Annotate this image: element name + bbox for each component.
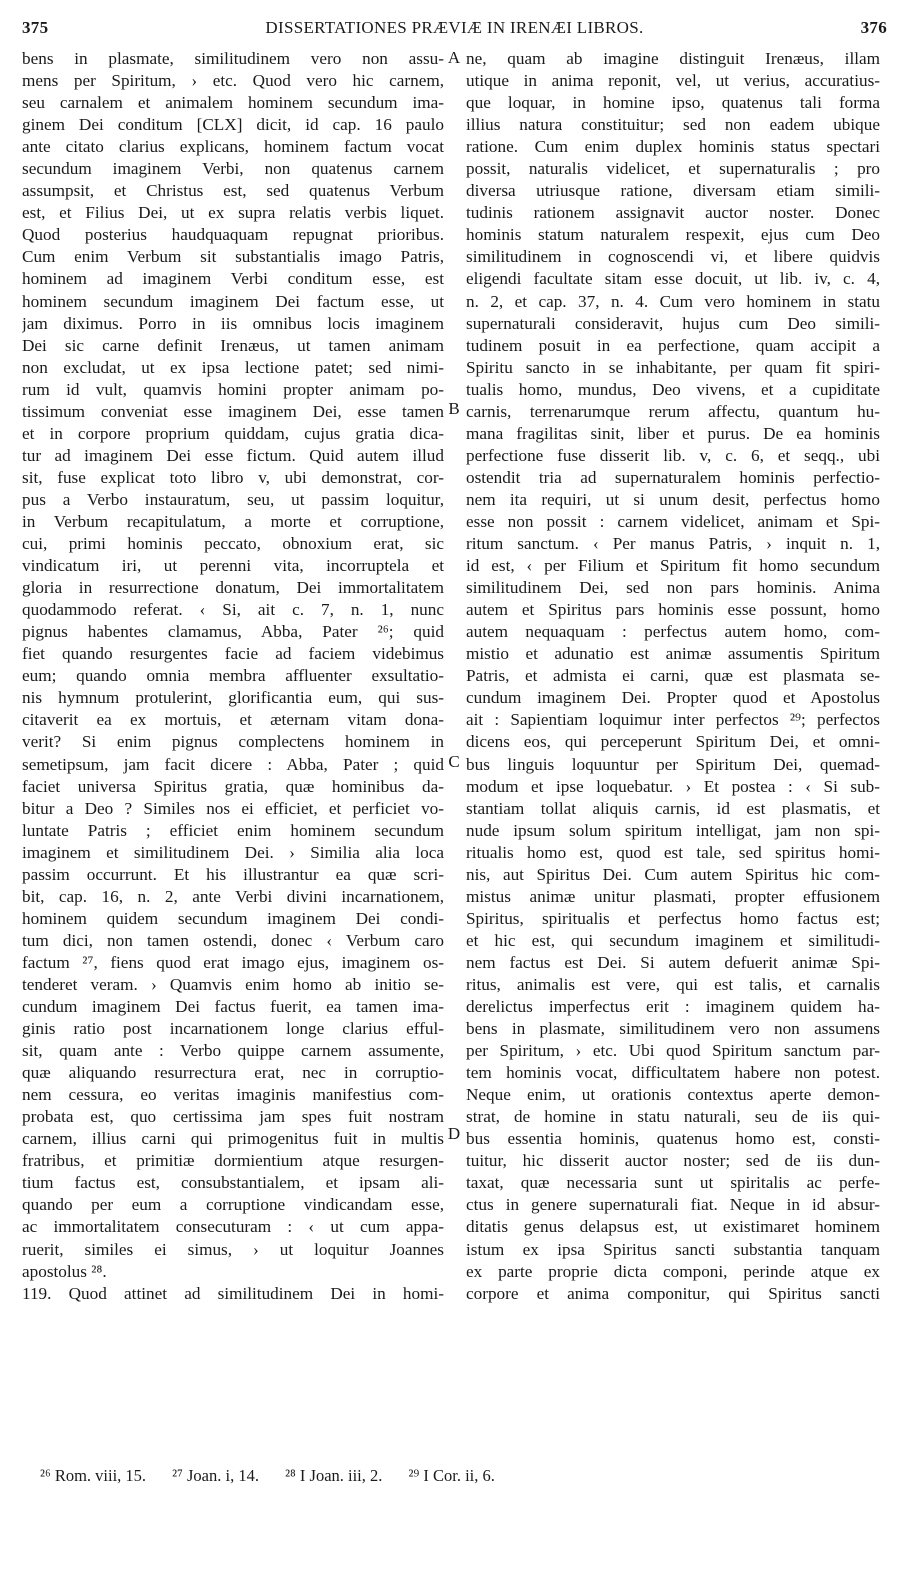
footnotes	[40, 1466, 880, 1486]
text-line: dicens eos, qui perceperunt Spiritum Dei, et omni-	[466, 732, 880, 752]
text-line: tur ad imaginem Dei esse fictum. Quid autem illud	[22, 445, 444, 465]
text-line: hominem secundum imaginem Dei factum esse, ut	[22, 291, 444, 311]
text-line: ginis ratio post incarnationem longe clarius efful-	[22, 1019, 444, 1039]
text-line: nem factus est Dei. Si autem defuerit animæ Spi-	[466, 952, 880, 972]
text-line: tuitur, hic disserit auctor noster; sed de iis dun-	[466, 1151, 880, 1171]
text-line: mana fragilitas sinit, liber et purus. De ea hominis	[466, 423, 880, 443]
text-line: ex parte proprie dicta componi, perinde atque ex	[466, 1261, 880, 1281]
text-line: 119. Quod attinet ad similitudinem Dei in homi-	[22, 1283, 444, 1303]
text-line: tium factus est, consubstantialem, et ipsam ali-	[22, 1173, 444, 1193]
text-line: strat, de homine in statu naturali, seu de iis qui-	[466, 1107, 880, 1127]
text-line: ostendit tria ad supernaturalem hominis perfectio-	[466, 467, 880, 487]
text-line: assumpsit, et Christus est, sed quatenus Verbum	[22, 181, 444, 201]
text-line: bens in plasmate, similitudinem vero non assumens	[466, 1019, 880, 1039]
text-line: apostolus ²⁸.	[22, 1261, 107, 1281]
text-line: illius natura constituitur; sed non eadem ubique	[466, 115, 880, 135]
text-line: semetipsum, jam facit dicere : Abba, Pater ; quid	[22, 754, 444, 774]
text-line: ctus in genere supernaturali fiat. Neque in id absur-	[466, 1195, 880, 1215]
footnote: ²⁶ Rom. viii, 15.	[40, 1466, 147, 1485]
text-line: vindicatum iri, ut perenni vita, incorruptela et	[22, 556, 444, 576]
text-line: hominem quidem secundum imaginem Dei condi-	[22, 908, 444, 928]
text-line: Patris, et admista ei carni, quæ est plasmata se-	[466, 666, 880, 686]
running-header	[22, 18, 887, 44]
text-line: hominem ad imaginem Verbi conditum esse, est	[22, 269, 444, 289]
text-line: derelictus imperfectus erit : imaginem quidem ha-	[466, 997, 880, 1017]
text-line: in Verbum recapitulatum, a morte et corruptione,	[22, 511, 444, 531]
text-line: Spiritu sancto in se inhabitante, per quam fit spiri-	[466, 357, 880, 377]
text-line: bus linguis loquuntur per Spiritum Dei, quemad-	[466, 754, 880, 774]
right-column	[466, 48, 880, 1305]
text-line: per Spiritum, › etc. Ubi quod Spiritum sanctum par-	[466, 1041, 880, 1061]
text-line: ritus, animalis est vere, qui est talis, et carnalis	[466, 974, 880, 994]
text-line: nude ipsum solum spiritum intelligat, jam non spi-	[466, 820, 880, 840]
text-line: tenderet veram. › Quamvis enim homo ab initio se-	[22, 974, 444, 994]
footnote: ²⁹ I Cor. ii, 6.	[408, 1466, 495, 1485]
text-line: istum ex ipsa Spiritus sancti substantia tanquam	[466, 1239, 880, 1259]
text-line: tudinis rationem assignavit auctor noster. Donec	[466, 203, 880, 223]
text-line: secundum imaginem Verbi, non quatenus carnem	[22, 159, 444, 179]
running-title: DISSERTATIONES PRÆVIÆ IN IRENÆI LIBROS.	[265, 18, 644, 37]
text-line: tudinem posuit in ea perfectione, quam accipit a	[466, 335, 880, 355]
text-line: cundum imaginem Dei. Propter quod et Apostolus	[466, 688, 880, 708]
text-line: ac immortalitatem consecuturam : ‹ ut cum appa-	[22, 1217, 444, 1237]
text-line: stantiam tollat aliquis carnis, id est plasmatis, et	[466, 798, 880, 818]
text-line: faciet universa Spiritus gratia, quæ hominibus da-	[22, 776, 444, 796]
text-line: carnem, illius carni qui primogenitus fuit in multis	[22, 1129, 444, 1149]
text-line: ruerit, similes ei simus, › ut loquitur Joannes	[22, 1239, 444, 1259]
margin-marker-d: D	[447, 1124, 461, 1143]
page-number-left: 375	[22, 18, 49, 37]
text-line: possit, naturalis videlicet, et supernaturalis ; pro	[466, 159, 880, 179]
text-line: est, et Filius Dei, ut ex supra relatis verbis liquet.	[22, 203, 444, 223]
text-line: quodammodo referat. ‹ Si, ait c. 7, n. 1, nunc	[22, 600, 444, 620]
text-line: nis hymnum protulerint, glorificantia eum, qui sus-	[22, 688, 444, 708]
text-line: diversa utriusque ratione, diversam etiam simili-	[466, 181, 880, 201]
text-line: eum; quando omnia membra affluenter exsultatio-	[22, 666, 444, 686]
text-line: utique in anima reponit, vel, ut verius, accuratius-	[466, 71, 880, 91]
text-line: ritualis homo est, quod est tale, sed spiritus homi-	[466, 842, 880, 862]
text-line: autem nequaquam : perfectus autem homo, com-	[466, 622, 880, 642]
text-line: seu carnalem et animalem hominem secundum ima-	[22, 93, 444, 113]
text-line: Neque enim, ut orationis contextus aperte demon-	[466, 1085, 880, 1105]
text-line: Spiritus, spiritualis et perfectus homo factus est;	[466, 908, 880, 928]
text-line: gloria in resurrectione donatum, Dei immortalitatem	[22, 578, 444, 598]
text-line: id est, ‹ per Filium et Spiritum fit homo secundum	[466, 556, 880, 576]
text-line: supernaturali consideravit, hujus cum Deo simili-	[466, 313, 880, 333]
text-line: bus essentia hominis, quatenus homo est, consti-	[466, 1129, 880, 1149]
text-line: et hic est, qui secundum imaginem et similitudi-	[466, 930, 880, 950]
text-line: pignus habentes clamamus, Abba, Pater ²⁶; quid	[22, 622, 444, 642]
text-line: ritum sanctum. ‹ Per manus Patris, › inquit n. 1,	[466, 534, 880, 554]
text-line: modum et ipse loquebatur. › Et postea : ‹ Si sub-	[466, 776, 880, 796]
margin-marker-c: C	[448, 752, 460, 771]
text-line: similitudinem in cognoscendi vi, et libere quidvis	[466, 247, 880, 267]
text-line: quando per eum a corruptione vindicandam esse,	[22, 1195, 444, 1215]
text-line: eligendi facultate sitam esse docuit, ut lib. iv, c. 4,	[466, 269, 880, 289]
text-line: carnis, terrenarumque rerum affectu, quantum hu-	[466, 401, 880, 421]
text-line: non excludat, ut ex ipsa lectione patet; sed nimi-	[22, 357, 444, 377]
text-line: perfectione fuse disserit lib. v, c. 6, et seqq., ubi	[466, 445, 880, 465]
footnote: ²⁸ I Joan. iii, 2.	[285, 1466, 383, 1485]
text-line: n. 2, et cap. 37, n. 4. Cum vero hominem in statu	[466, 291, 880, 311]
footnote: ²⁷ Joan. i, 14.	[172, 1466, 259, 1485]
text-line: ne, quam ab imagine distinguit Irenæus, illam	[466, 49, 880, 68]
text-line: fratribus, et primitiæ dormientium atque resurgen-	[22, 1151, 444, 1171]
text-line: fiet quando resurgentes facie ad faciem videbimus	[22, 644, 444, 664]
text-line: luntate Patris ; efficiet enim hominem secundum	[22, 820, 444, 840]
text-line: esse non possit : carnem videlicet, animam et Spi-	[466, 511, 880, 531]
text-line: nis, aut Spiritus Dei. Cum autem Spiritus hic com-	[466, 864, 880, 884]
text-line: corpore et anima componitur, qui Spiritus sancti	[466, 1283, 880, 1303]
text-line: sit, quam ante : Verbo quippe carnem assumente,	[22, 1041, 444, 1061]
text-line: ratione. Cum enim duplex hominis status spectari	[466, 137, 880, 157]
text-line: hominis statum naturalem respexit, ejus cum Deo	[466, 225, 880, 245]
margin-marker-a: A	[447, 48, 461, 67]
text-line: ginem Dei conditum [CLX] dicit, id cap. 16 paulo	[22, 115, 444, 135]
text-line: rum id vult, quamvis homini propter animam po-	[22, 379, 444, 399]
text-line: bens in plasmate, similitudinem vero non assu-	[22, 49, 444, 68]
text-line: Dei sic carne definit Irenæus, ut tamen animam	[22, 335, 444, 355]
text-line: ante citato clarius explicans, hominem factum vocat	[22, 137, 444, 157]
left-column	[22, 48, 444, 1305]
text-line: similitudinem Dei, sed non pars hominis. Anima	[466, 578, 880, 598]
text-line: tem hominis vocat, difficultatem habere non potest.	[466, 1063, 880, 1083]
text-line: passim occurrunt. Et his illustrantur ea quæ scri-	[22, 864, 444, 884]
page-number-right: 376	[860, 18, 887, 37]
text-line: tissimum conveniat esse imaginem Dei, esse tamen	[22, 401, 444, 421]
text-line: pus a Verbo instauratum, seu, ut passim loquitur,	[22, 489, 444, 509]
text-line: Cum enim Verbum sit substantialis imago Patris,	[22, 247, 444, 267]
text-line: quæ aliquando resurrectura erat, nec in corruptio-	[22, 1063, 444, 1083]
text-line: mistio et adunatio est animæ assumentis Spiritum	[466, 644, 880, 664]
text-line: ditatis genus delapsus est, ut existimaret hominem	[466, 1217, 880, 1237]
text-line: que loquar, in homine ipso, quatenus tali forma	[466, 93, 880, 113]
text-line: taxat, quæ necessaria sunt ut spiritalis ac perfe-	[466, 1173, 880, 1193]
text-line: imaginem et similitudinem Dei. › Similia alia loca	[22, 842, 444, 862]
text-line: bitur a Deo ? Similes nos ei efficiet, et perficiet vo-	[22, 798, 444, 818]
margin-marker-b: B	[448, 399, 460, 418]
text-line: sit, fuse explicat toto libro v, ubi demonstrat, cor-	[22, 467, 444, 487]
text-line: et in corpore proprium quiddam, cujus gratia dica-	[22, 423, 444, 443]
text-line: cui, primi hominis peccato, obnoxium erat, sic	[22, 534, 444, 554]
text-line: cundum imaginem Dei factus fuerit, ea tamen ima-	[22, 997, 444, 1017]
text-line: verit? Si enim pignus complectens hominem in	[22, 732, 444, 752]
text-line: factum ²⁷, fiens quod erat imago ejus, imaginem os-	[22, 952, 444, 972]
text-line: mistus animæ unitur plasmati, propter effusionem	[466, 886, 880, 906]
text-line: ait : Sapientiam loquimur inter perfectos ²⁹; perfectos	[466, 710, 880, 730]
text-line: autem et Spiritus pars hominis esse possunt, homo	[466, 600, 880, 620]
text-line: probata est, quo certissima jam spes fuit nostram	[22, 1107, 444, 1127]
text-line: Quod posterius haudquaquam repugnat prioribus.	[22, 225, 444, 245]
text-line: bit, cap. 16, n. 2, ante Verbi divini incarnationem,	[22, 886, 444, 906]
text-line: jam diximus. Porro in iis omnibus locis imaginem	[22, 313, 444, 333]
text-line: citaverit ea ex mortuis, et æternam vitam dona-	[22, 710, 444, 730]
text-line: tum dici, non tamen ostendi, donec ‹ Verbum caro	[22, 930, 444, 950]
text-line: mens per Spiritum, › etc. Quod vero hic carnem,	[22, 71, 444, 91]
text-line: tualis homo, mundus, Deo vivens, et a cupiditate	[466, 379, 880, 399]
text-line: nem ita requiri, ut si unum desit, perfectus homo	[466, 489, 880, 509]
text-line: nem cessura, eo veritas imaginis manifestius com-	[22, 1085, 444, 1105]
